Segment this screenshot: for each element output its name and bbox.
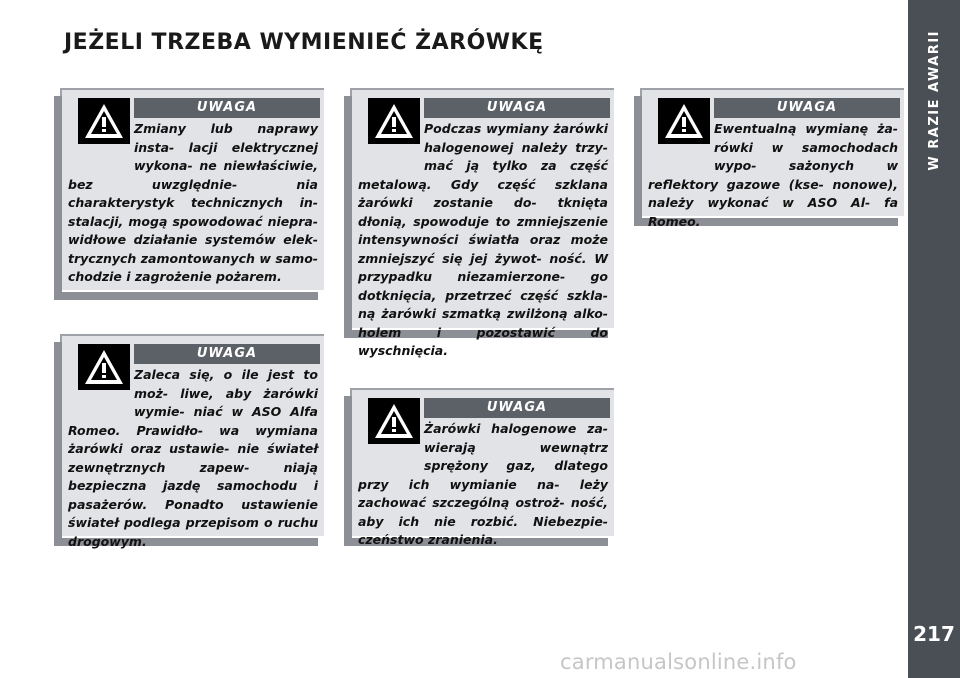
box-edge-left [634, 96, 642, 224]
warning-box-2 [350, 88, 614, 358]
box-edge-bottom [54, 292, 318, 300]
section-title [908, 0, 960, 200]
warning-header: UWAGA [714, 98, 900, 118]
watermark: carmanualsonline.info [560, 650, 797, 674]
box-edge-left [344, 96, 352, 336]
warning-box-4 [60, 334, 324, 549]
warning-header: UWAGA [134, 98, 320, 118]
warning-text: Ewentualną wymianę ża- rówki w samochodach wypo- sażonych w reflektory gazowe (kse- nonowe), należy wykonać w ASO Al- fa Romeo. [648, 121, 898, 229]
warning-box-5 [350, 388, 614, 547]
page-title: JEŻELI TRZEBA WYMIENIEĆ ŻARÓWKĘ [64, 30, 544, 55]
box-edge-left [54, 342, 62, 544]
warning-box-1 [60, 88, 324, 290]
warning-header: UWAGA [134, 344, 320, 364]
warning-text: Żarówki halogenowe za- wierają wewnątrz sprężony gaz, dlatego przy ich wymianie na- leży zachować szczególną ostroż- ność, aby ich nie rozbić. Niebezpie- czeństwo zranienia. [358, 421, 608, 547]
warning-header: UWAGA [424, 398, 610, 418]
warning-header: UWAGA [424, 98, 610, 118]
box-edge-left [54, 96, 62, 298]
warning-text: Zmiany lub naprawy insta- lacji elektrycznej wykona- ne niewłaściwie, bez uwzględnie- nia charakterystyk technicznych in- stalacji, mogą spowodować niepra- widłowe działanie systemów elek- trycznych zamontowanych w samo- chodzie i zagrożenie pożarem. [68, 121, 318, 284]
section-title-text: W RAZIE AWARII [926, 29, 942, 171]
warning-text: Podczas wymiany żarówki halogenowej należy trzy- mać ją tylko za część metalową. Gdy część szklana żarówki zostanie do- tknięta dłonią, spowoduje to zmniejszenie intensywności światła oraz może zmniejszyć się jej żywot- ność. W przypadku niezamierzone- go dotknięcia, przetrzeć część szkla- ną żarówki szmatką zwilżoną alko- holem i pozostawić do wyschnięcia. [358, 121, 608, 358]
warning-text: Zaleca się, o ile jest to moż- liwe, aby żarówki wymie- niać w ASO Alfa Romeo. Prawidło- wa wymiana żarówki oraz ustawie- nie świateł zewnętrznych zapew- niają bezpieczna jazdę samochodu i pasażerów. Ponadto ustawienie świateł podlega przepisom o ruchu drogowym. [68, 367, 318, 549]
page-number: 217 [913, 622, 955, 646]
warning-box-3 [640, 88, 904, 229]
box-edge-left [344, 396, 352, 544]
